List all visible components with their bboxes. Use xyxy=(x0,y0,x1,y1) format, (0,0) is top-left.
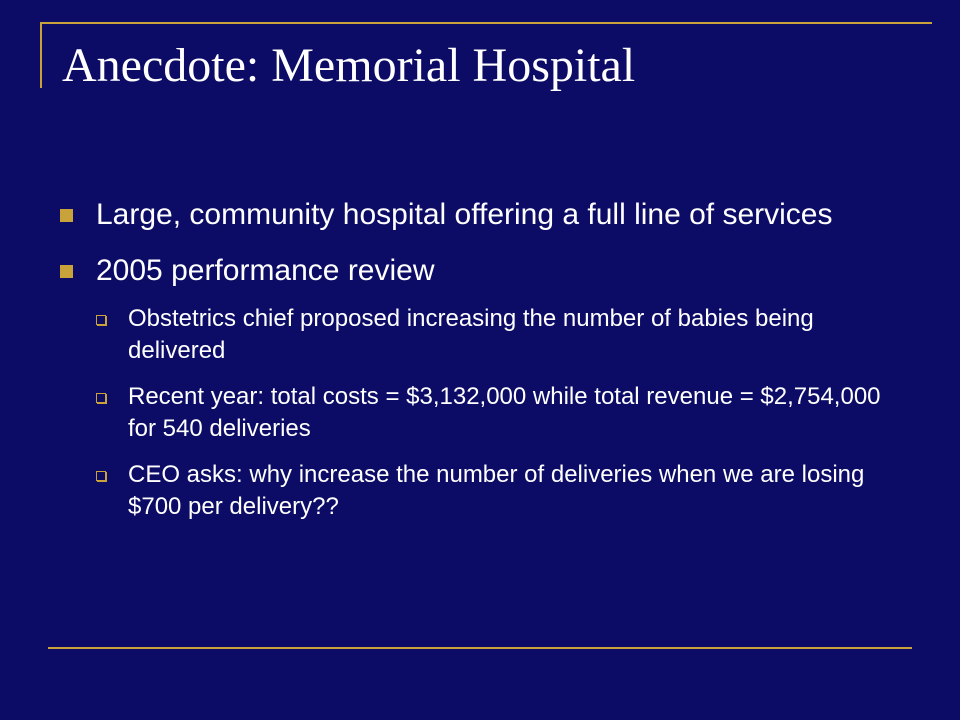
sub-bullet-list xyxy=(60,303,880,523)
sub-bullet-item xyxy=(96,381,888,445)
bullet-list xyxy=(60,195,880,523)
hollow-square-bullet-icon xyxy=(96,393,106,403)
sub-bullet-item xyxy=(96,303,888,367)
bullet-item xyxy=(60,251,880,291)
sub-bullet-item xyxy=(96,459,888,523)
left-accent-line xyxy=(40,22,42,88)
bullet-item xyxy=(60,195,880,235)
filled-square-bullet-icon xyxy=(60,209,73,222)
sub-bullet-text: Obstetrics chief proposed increasing the number of babies being delivered xyxy=(128,305,814,364)
top-divider-line xyxy=(40,22,932,24)
slide-title: Anecdote: Memorial Hospital xyxy=(62,39,636,92)
bottom-divider-line xyxy=(48,647,912,649)
sub-bullet-text: Recent year: total costs = $3,132,000 while total revenue = $2,754,000 for 540 deliveries xyxy=(128,383,881,442)
filled-square-bullet-icon xyxy=(60,265,73,278)
bullet-text: Large, community hospital offering a full line of services xyxy=(96,198,833,231)
hollow-square-bullet-icon xyxy=(96,315,106,325)
hollow-square-bullet-icon xyxy=(96,471,106,481)
bullet-text: 2005 performance review xyxy=(96,254,435,287)
sub-bullet-text: CEO asks: why increase the number of deliveries when we are losing $700 per delivery?? xyxy=(128,461,865,520)
